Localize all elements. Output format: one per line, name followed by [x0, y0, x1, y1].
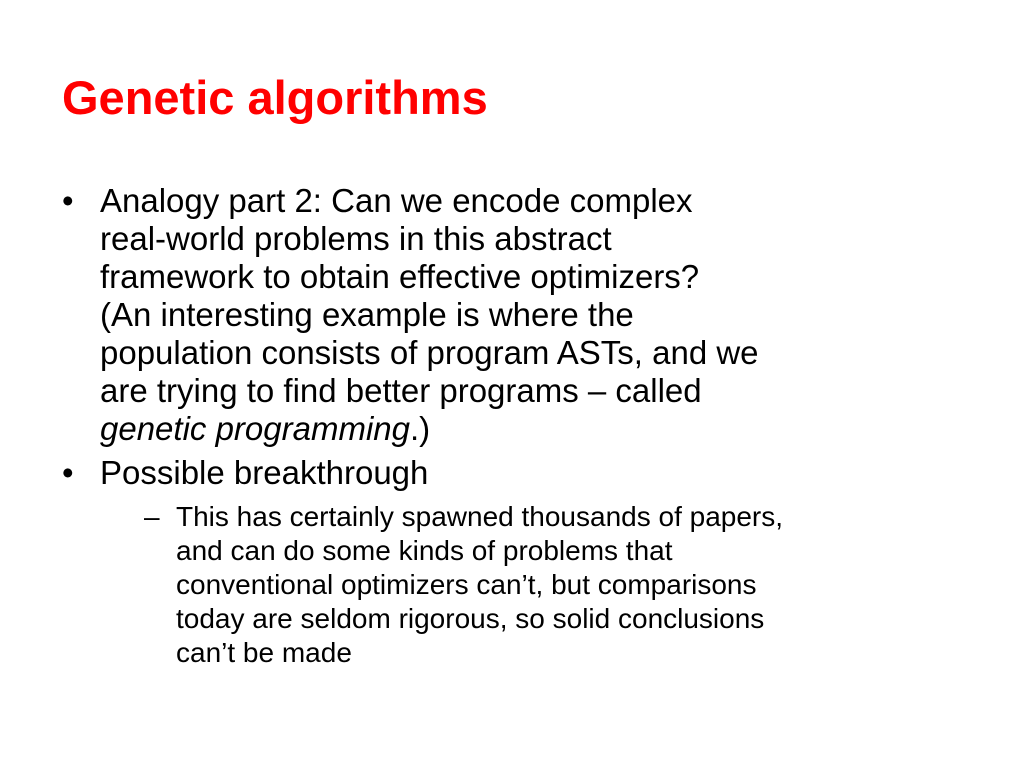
sub-bullet-text-line: today are seldom rigorous, so solid conclusions	[176, 603, 765, 634]
sub-bullet-text-line: conventional optimizers can’t, but comparisons	[176, 569, 757, 600]
bullet-text-line: (An interesting example is where the	[100, 296, 634, 333]
sub-bullet-text-line: and can do some kinds of problems that	[176, 535, 673, 566]
bullet-text-tail: .)	[410, 410, 431, 447]
bullet-text-line: Analogy part 2: Can we encode complex	[100, 182, 693, 219]
slide-body	[62, 182, 982, 670]
sub-bullet-papers	[144, 500, 982, 670]
bullet-breakthrough	[62, 454, 982, 492]
bullet-marker: •	[62, 182, 74, 219]
sub-bullet-text-line: This has certainly spawned thousands of papers,	[176, 501, 784, 532]
bullet-text-line-final	[100, 410, 982, 448]
bullet-text-line: Possible breakthrough	[100, 454, 429, 491]
genetic-programming-term: genetic programming	[100, 410, 410, 447]
sub-bullet-text-line: can’t be made	[176, 637, 352, 668]
bullet-text-line: framework to obtain effective optimizers?	[100, 258, 700, 295]
bullet-text-line: population consists of program ASTs, and we	[100, 334, 759, 371]
bullet-text-line: real-world problems in this abstract	[100, 220, 612, 257]
sub-bullet-marker: –	[144, 501, 160, 532]
bullet-text-line: are trying to find better programs – called	[100, 372, 702, 409]
bullet-analogy	[62, 182, 982, 448]
bullet-marker: •	[62, 454, 74, 491]
slide-title: Genetic algorithms	[62, 71, 488, 124]
